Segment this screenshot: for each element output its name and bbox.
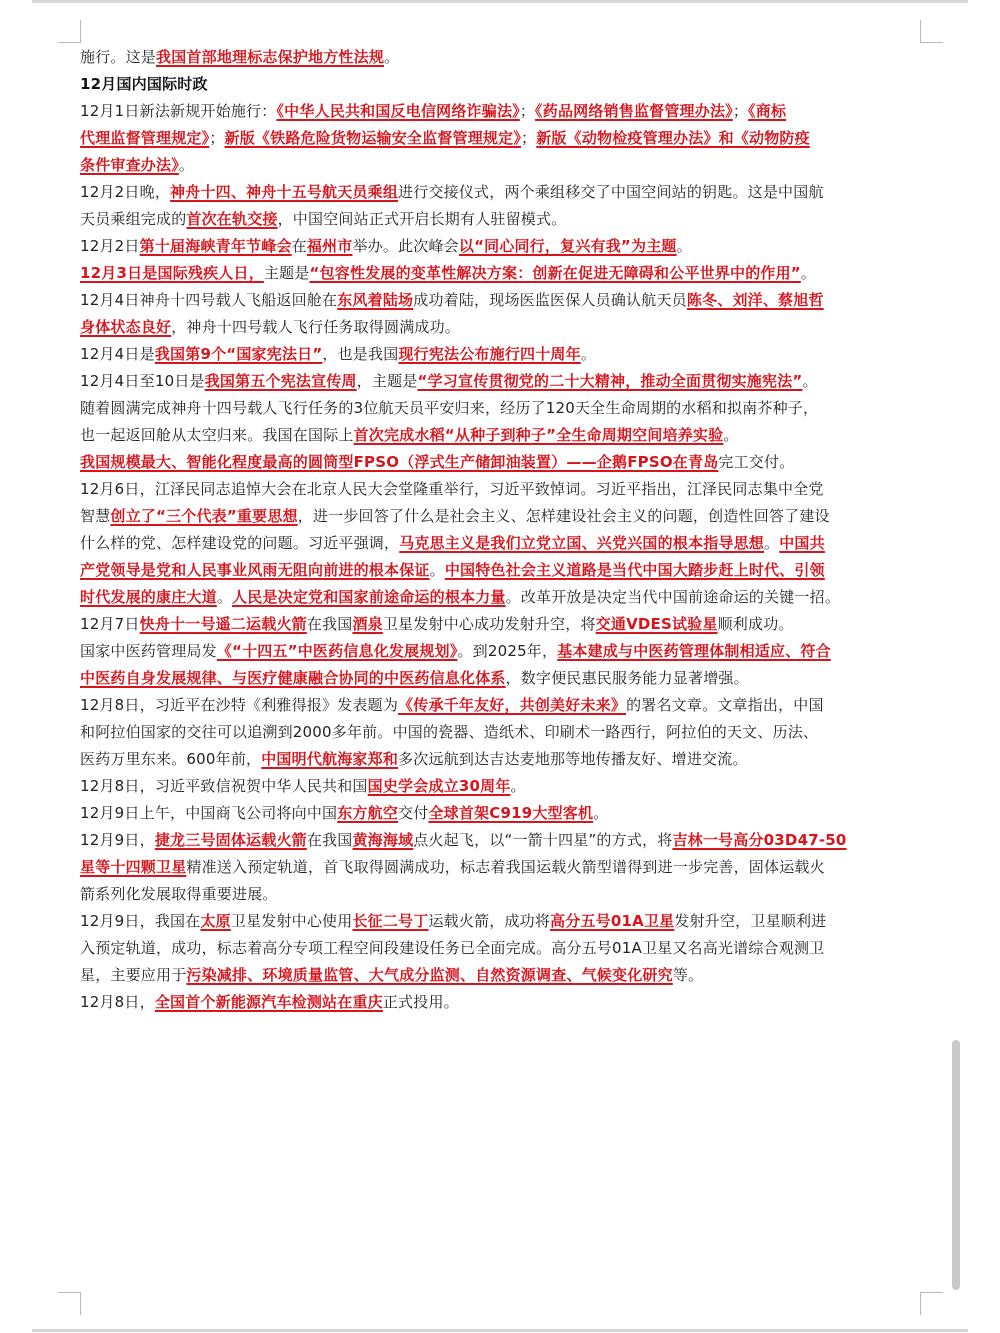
text-segment: 精准送入预定轨道，首飞取得圆满成功，标志着我国运载火箭型谱得到进一步完善，固体运载火 (186, 858, 825, 876)
text-line (80, 854, 920, 881)
highlighted-text: 12月3日是国际残疾人日， (80, 264, 264, 282)
text-segment: 施行。这是 (80, 48, 157, 66)
text-line (80, 935, 920, 962)
text-segment: 智慧 (80, 507, 111, 525)
text-segment: ，数字便民惠民服务能力显著增强。 (505, 669, 749, 687)
highlighted-text: 首次完成水稻“从种子到种子”全生命周期空间培养实验 (353, 426, 724, 444)
highlighted-text: 我国首部地理标志保护地方性法规 (156, 48, 385, 66)
text-segment: ，也是我国 (322, 345, 399, 363)
text-line (80, 719, 920, 746)
highlighted-text: 创立了“三个代表”重要思想 (110, 507, 298, 525)
text-segment: 12月7日 (80, 615, 140, 633)
text-line (80, 962, 920, 989)
text-segment: ； (732, 102, 749, 120)
page-top-border (32, 0, 968, 3)
text-segment: 。 (580, 345, 597, 363)
text-segment: 卫星发射中心成功发射升空，将 (382, 615, 596, 633)
text-line (80, 152, 920, 179)
text-segment: 成功着陆，现场医监医保人员确认航天员 (413, 291, 687, 309)
text-segment: 在我国 (306, 831, 353, 849)
text-segment: 也一起返回舱从太空归来。我国在国际上 (80, 426, 354, 444)
text-segment: 顺利成功。 (717, 615, 794, 633)
text-segment: 运载火箭，成功将 (428, 912, 551, 930)
text-segment: 举办。此次峰会 (352, 237, 459, 255)
text-segment: 点火起飞，以“一箭十四星”的方式，将 (413, 831, 673, 849)
highlighted-text: 中国特色社会主义道路是当代中国大踏步赶上时代、引领 (444, 561, 825, 579)
highlighted-text: 新版《铁路危险货物运输安全监督管理规定》 (224, 129, 522, 147)
text-segment: 什么样的党、怎样建设党的问题。习近平强调， (80, 534, 400, 552)
text-line (80, 476, 920, 503)
text-line (80, 881, 920, 908)
text-segment: 12月国内国际时政 (80, 75, 208, 93)
text-line (80, 557, 920, 584)
text-line (80, 503, 920, 530)
text-segment: 入预定轨道，成功，标志着高分专项工程空间段建设任务已全面完成。高分五号01A卫星又名高光谱综合观测卫 (80, 939, 825, 957)
text-segment: 12月9日上午，中国商飞公司将向中国 (80, 804, 338, 822)
text-segment: 正式投用。 (382, 993, 459, 1011)
highlighted-text: 高分五号01A卫星 (550, 912, 675, 930)
text-segment: 。改革开放是决定当代中国前途命运的关键一招。 (505, 588, 841, 606)
text-line (80, 341, 920, 368)
text-segment: ； (521, 129, 537, 147)
text-segment: 。 (676, 237, 692, 255)
highlighted-text: 《药品网络销售监督管理办法》 (535, 102, 733, 120)
text-segment: 。 (178, 156, 195, 174)
highlighted-text: 福州市 (306, 237, 353, 255)
text-segment: ； (519, 102, 536, 120)
text-segment: 。 (802, 372, 818, 390)
text-segment: 12月2日晚， (80, 183, 171, 201)
text-line (80, 611, 920, 638)
highlighted-text: 我国第五个宪法宣传周 (204, 372, 357, 390)
text-segment: 12月1日新法新规开始施行： (80, 102, 277, 120)
text-segment: 12月9日， (80, 831, 155, 849)
text-line (80, 584, 920, 611)
highlighted-text: “学习宣传贯彻党的二十大精神，推动全面贯彻实施宪法” (417, 372, 803, 390)
text-segment: 12月4日神舟十四号载人飞船返回舱在 (80, 291, 338, 309)
text-segment: 12月4日至10日是 (80, 372, 205, 390)
text-segment: 12月6日，江泽民同志追悼大会在北京人民大会堂隆重举行，习近平致悼词。习近平指出，江泽民同志集中全党 (80, 480, 824, 498)
text-segment: ，中国空间站正式开启长期有人驻留模式。 (277, 210, 567, 228)
text-line (80, 746, 920, 773)
highlighted-text: 东风着陆场 (337, 291, 414, 309)
text-line (80, 908, 920, 935)
text-segment: 12月4日是 (80, 345, 155, 363)
highlighted-text: 星等十四颗卫星 (80, 858, 187, 876)
highlighted-text: 代理监督管理规定》 (80, 129, 210, 147)
text-segment: 12月8日，习近平致信祝贺中华人民共和国 (80, 777, 368, 795)
text-segment: 卫星发射中心使用 (230, 912, 353, 930)
text-segment: 。 (593, 804, 609, 822)
highlighted-text: 第十届海峡青年节峰会 (139, 237, 292, 255)
text-line (80, 179, 920, 206)
text-segment: ； (209, 129, 225, 147)
highlighted-text: 污染减排、环境质量监管、大气成分监测、自然资源调查、气候变化研究 (186, 966, 673, 984)
text-line (80, 44, 920, 71)
highlighted-text: 陈冬、刘洋、蔡旭哲 (686, 291, 824, 309)
text-segment: 。 (800, 264, 817, 282)
text-line (80, 125, 920, 152)
text-segment: 。 (723, 426, 739, 444)
text-segment: 完工交付。 (718, 453, 795, 471)
text-segment: 箭系列化发展取得重要进展。 (80, 885, 278, 903)
text-segment: ，神舟十四号载人飞行任务取得圆满成功。 (171, 318, 461, 336)
text-segment: 12月2日 (80, 237, 140, 255)
highlighted-text: 《中华人民共和国反电信网络诈骗法》 (276, 102, 520, 120)
text-segment: 和阿拉伯国家的交往可以追溯到2000多年前。中国的瓷器、造纸术、印刷术一路西行，阿拉伯的天文、历法、 (80, 723, 819, 741)
text-line (80, 449, 920, 476)
text-segment: 发射升空，卫星顺利进 (674, 912, 827, 930)
text-segment: 。 (384, 48, 400, 66)
text-segment: 国家中医药管理局发 (80, 642, 217, 660)
crop-mark-bottom-left (58, 1292, 81, 1315)
text-line (80, 773, 920, 800)
crop-mark-bottom-right (920, 1292, 943, 1315)
highlighted-text: 产党领导是党和人民事业风雨无阻向前进的根本保证 (80, 561, 430, 579)
text-segment: 交付 (398, 804, 429, 822)
text-segment: 。 (429, 561, 445, 579)
highlighted-text: 全球首架C919大型客机 (428, 804, 594, 822)
highlighted-text: 马克思主义是我们立党立国、兴党兴国的根本指导思想 (399, 534, 765, 552)
highlighted-text: 时代发展的康庄大道 (80, 588, 217, 606)
highlighted-text: “包容性发展的变革性解决方案：创新在促进无障碍和公平世界中的作用” (309, 264, 801, 282)
text-segment: 在我国 (306, 615, 353, 633)
highlighted-text: 《传承千年友好，共创美好未来》 (398, 696, 627, 714)
highlighted-text: 身体状态良好 (80, 318, 172, 336)
highlighted-text: 中国明代航海家郑和 (261, 750, 399, 768)
highlighted-text: 我国第9个“国家宪法日” (154, 345, 323, 363)
highlighted-text: 快舟十一号遥二运载火箭 (139, 615, 307, 633)
text-segment: 的署名文章。文章指出，中国 (626, 696, 824, 714)
highlighted-text: 基本建成与中医药管理体制相适应、符合 (557, 642, 831, 660)
text-segment: ，主题是 (356, 372, 418, 390)
highlighted-text: 新版《动物检疫管理办法》和《动物防疫 (536, 129, 810, 147)
text-segment: 12月8日， (80, 993, 155, 1011)
highlighted-text: 全国首个新能源汽车检测站在重庆 (154, 993, 383, 1011)
highlighted-text: 太原 (200, 912, 231, 930)
text-segment: 。 (216, 588, 233, 606)
highlighted-text: 首次在轨交接 (186, 210, 278, 228)
page-bottom-border (32, 1329, 968, 1332)
text-segment: 星，主要应用于 (80, 966, 187, 984)
highlighted-text: 条件审查办法》 (80, 156, 179, 174)
highlighted-text: 神舟十四、神舟十五号航天员乘组 (170, 183, 399, 201)
text-line (80, 665, 920, 692)
text-segment: 多次远航到达吉达麦地那等地传播友好、增进交流。 (398, 750, 748, 768)
text-line (80, 638, 920, 665)
highlighted-text: 人民是决定党和国家前途命运的根本力量 (232, 588, 506, 606)
highlighted-text: 酒泉 (352, 615, 383, 633)
crop-mark-top-right (920, 20, 943, 43)
highlighted-text: 现行宪法公布施行四十周年 (398, 345, 581, 363)
highlighted-text: 交通VDES试验星 (595, 615, 718, 633)
text-segment: 随着圆满完成神舟十四号载人飞行任务的3位航天员平安归来，经历了120天全生命周期的水稻和拟南芥种子， (80, 399, 819, 417)
text-line (80, 233, 920, 260)
text-line (80, 800, 920, 827)
text-segment: ，进一步回答了什么是社会主义、怎样建设社会主义的问题，创造性回答了建设 (297, 507, 830, 525)
document-body (80, 44, 920, 1016)
text-line (80, 422, 920, 449)
text-segment: 进行交接仪式，两个乘组移交了中国空间站的钥匙。这是中国航 (398, 183, 824, 201)
text-line (80, 260, 920, 287)
text-segment: 主题是 (263, 264, 310, 282)
highlighted-text: 《商标 (748, 102, 787, 120)
highlighted-text: 吉林一号高分03D47-50 (672, 831, 847, 849)
highlighted-text: 国史学会成立30周年 (367, 777, 511, 795)
highlighted-text: 长征二号丁 (352, 912, 429, 930)
text-line (80, 287, 920, 314)
text-segment: 。 (764, 534, 780, 552)
highlighted-text: 我国规模最大、智能化程度最高的圆筒型FPSO（浮式生产储卸油装置）——企鹅FPSO在青岛 (80, 453, 719, 471)
text-segment: 等。 (672, 966, 704, 984)
text-line (80, 692, 920, 719)
text-line (80, 989, 920, 1016)
text-segment: 在 (291, 237, 307, 255)
text-segment: 天员乘组完成的 (80, 210, 187, 228)
section-heading (80, 71, 920, 98)
text-segment: 12月8日，习近平在沙特《利雅得报》发表题为 (80, 696, 399, 714)
text-line (80, 368, 920, 395)
crop-mark-top-left (58, 20, 81, 43)
vertical-scrollbar[interactable] (952, 1040, 960, 1290)
highlighted-text: 中医药自身发展规律、与医疗健康融合协同的中医药信息化体系 (80, 669, 506, 687)
text-line (80, 530, 920, 557)
text-line (80, 98, 920, 125)
highlighted-text: 捷龙三号固体运载火箭 (154, 831, 307, 849)
highlighted-text: 以“同心同行，复兴有我”为主题 (458, 237, 677, 255)
text-line (80, 395, 920, 422)
text-segment: 。到2025年， (457, 642, 558, 660)
text-line (80, 314, 920, 341)
highlighted-text: 东方航空 (337, 804, 399, 822)
text-segment: 医药万里东来。600年前， (80, 750, 262, 768)
text-segment: 。 (510, 777, 526, 795)
highlighted-text: 《“十四五”中医药信息化发展规划》 (216, 642, 458, 660)
text-line (80, 206, 920, 233)
text-segment: 12月9日，我国在 (80, 912, 201, 930)
highlighted-text: 黄海海域 (352, 831, 414, 849)
highlighted-text: 中国共 (779, 534, 825, 552)
text-line (80, 827, 920, 854)
